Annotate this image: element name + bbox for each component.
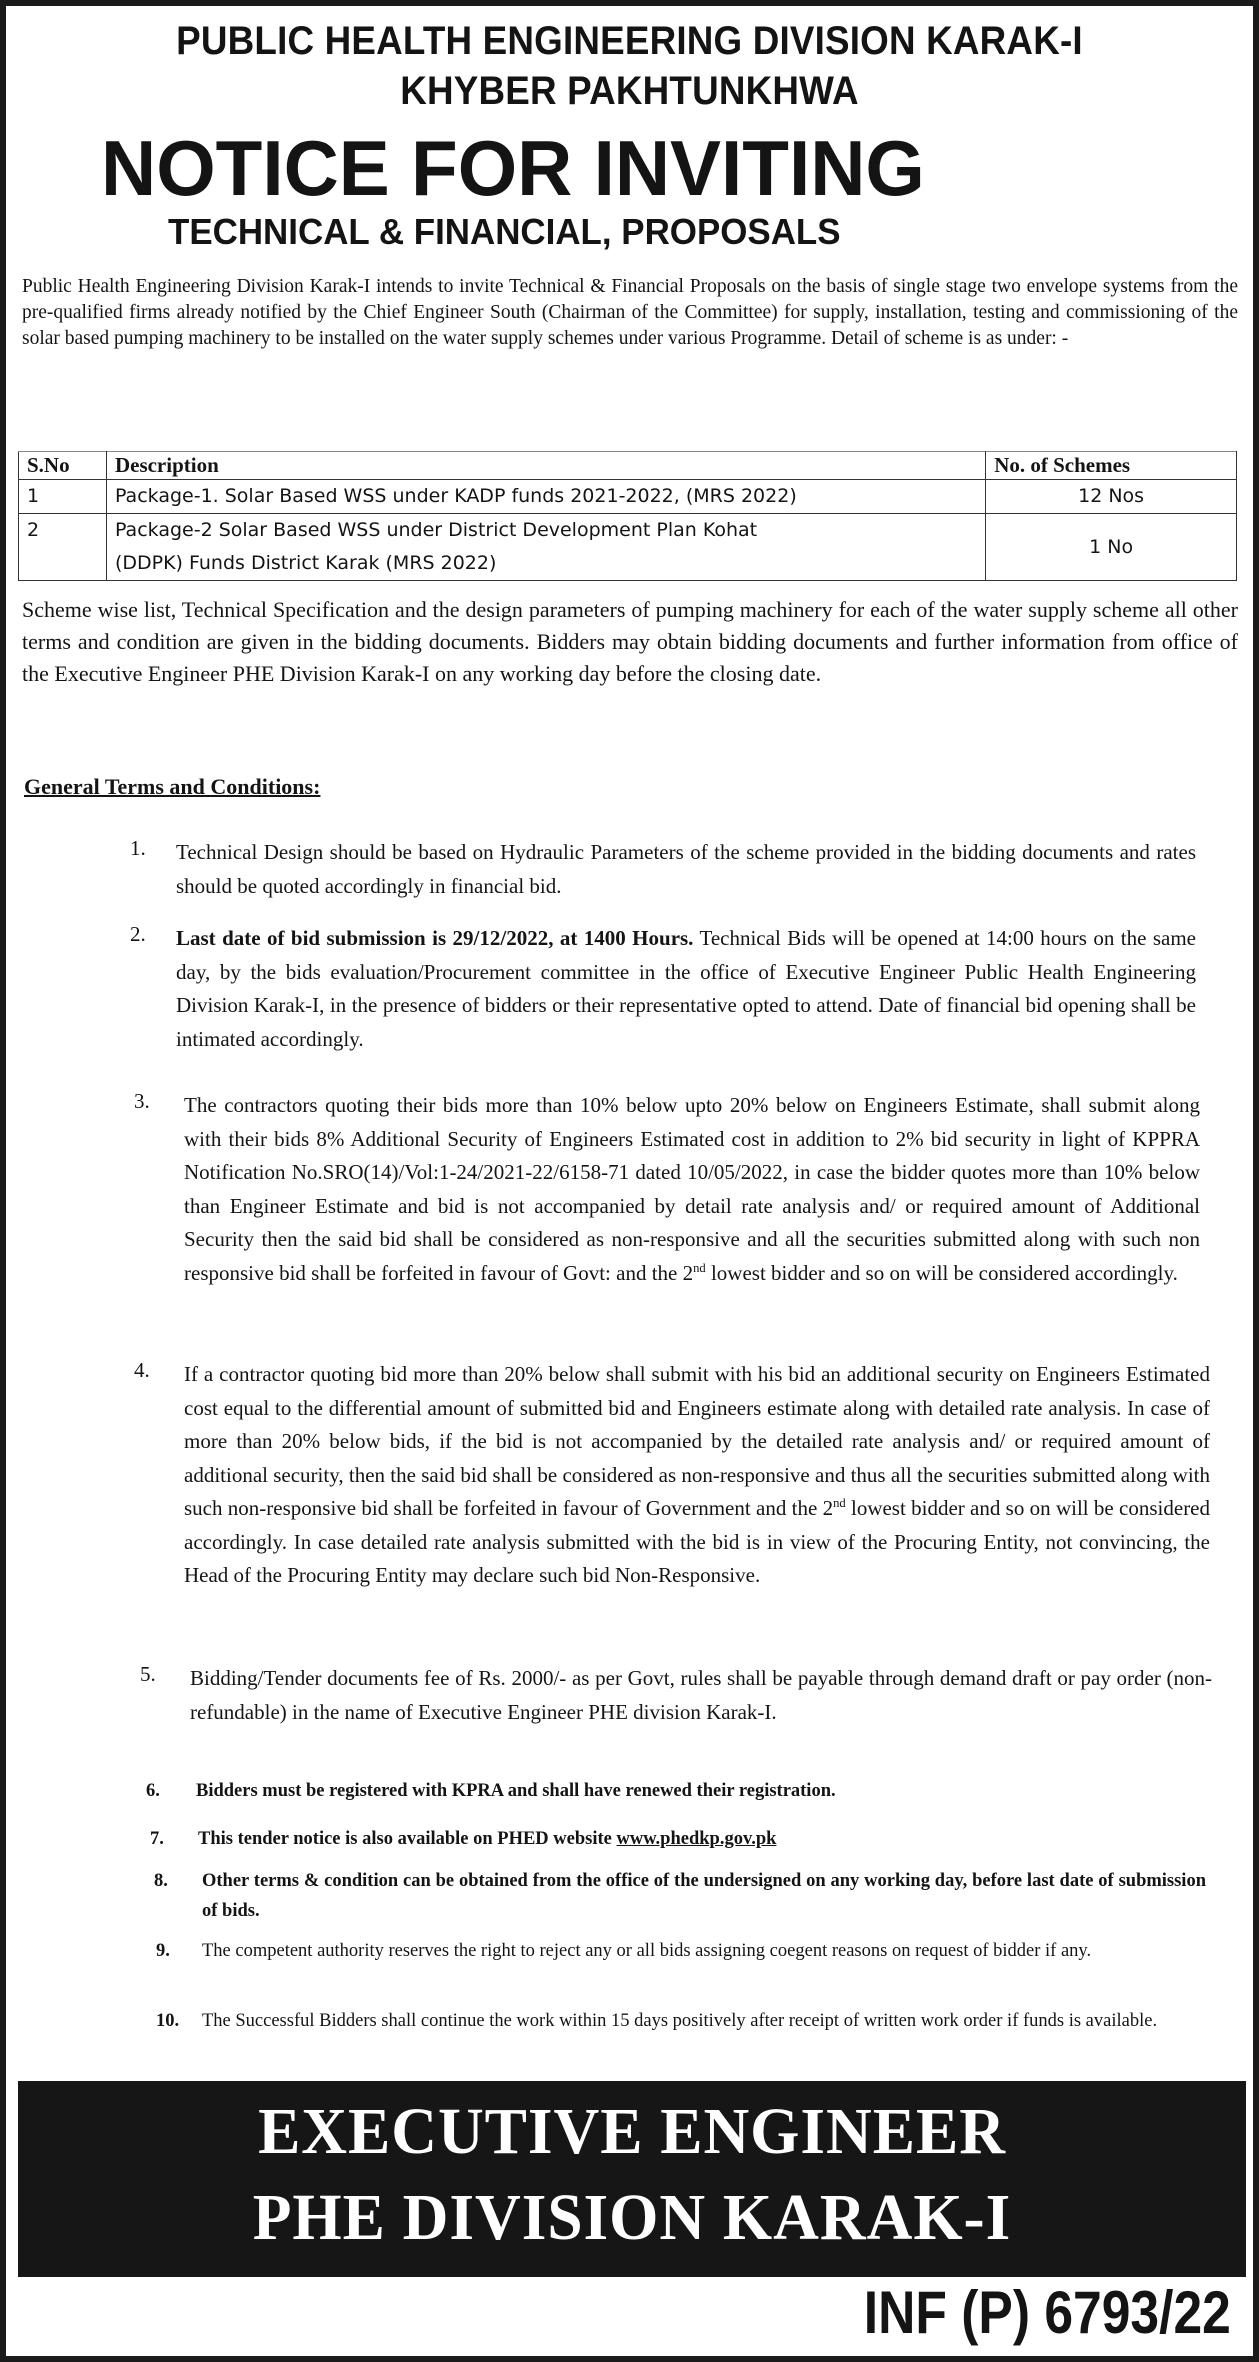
term-text-main: This tender notice is also available on PHED website bbox=[198, 1829, 617, 1849]
website-link[interactable]: www.phedkp.gov.pk bbox=[616, 1829, 777, 1849]
header-no-of-schemes: No. of Schemes bbox=[986, 452, 1237, 480]
signatory-office: PHE DIVISION KARAK-I bbox=[252, 2181, 1012, 2254]
term-number: 10. bbox=[156, 2011, 180, 2031]
cell-description: Package-2 Solar Based WSS under District Development Plan Kohat (DDPK) Funds District Karak (MRS 2022) bbox=[106, 514, 985, 581]
cell-sno: 1 bbox=[19, 480, 107, 514]
table-row bbox=[19, 480, 1237, 514]
term-number: 8. bbox=[154, 1871, 168, 1891]
notice-subtitle: TECHNICAL & FINANCIAL, PROPOSALS bbox=[168, 211, 841, 252]
reference-number: INF (P) 6793/22 bbox=[863, 2279, 1231, 2346]
province-name: KHYBER PAKHTUNKHWA bbox=[400, 69, 859, 113]
table-row bbox=[19, 514, 1237, 581]
term-text: Bidding/Tender documents fee of Rs. 2000/- as per Govt, rules shall be payable through demand draft or pay order (non-refundable) in the name of Executive Engineer PHE division Karak-I. bbox=[190, 1666, 1212, 1724]
signatory-title: EXECUTIVE ENGINEER bbox=[258, 2095, 1006, 2168]
term-text bbox=[184, 1089, 1200, 1290]
terms-heading: General Terms and Conditions: bbox=[24, 774, 321, 799]
term-text bbox=[184, 1358, 1210, 1593]
term-text: The competent authority reserves the right to reject any or all bids assigning coegent reasons on request of bidder if any. bbox=[202, 1941, 1092, 1961]
department-name: PUBLIC HEALTH ENGINEERING DIVISION KARAK-I bbox=[176, 19, 1083, 63]
term-number: 9. bbox=[156, 1941, 170, 1961]
term-number: 7. bbox=[150, 1829, 164, 1849]
ordinal-suffix: nd bbox=[833, 1496, 846, 1510]
tender-notice-page bbox=[6, 6, 1253, 2356]
term-number: 3. bbox=[134, 1089, 150, 1113]
term-text bbox=[176, 922, 1196, 1056]
term-text: Bidders must be registered with KPRA and shall have renewed their registration. bbox=[196, 1781, 836, 1801]
ordinal-suffix: nd bbox=[693, 1260, 706, 1275]
term-text-rest: Technical Bids will be opened at 14:00 hours on the same day, by the bids evaluation/Procurement committee in the office of Executive Engineer Public Health Engineering Division Karak-I, in the presence of bidders or their representative opted to attend. Date of financial bid opening shall be intimated accordingly. bbox=[176, 926, 1196, 1051]
cell-schemes: 1 No bbox=[986, 514, 1237, 581]
term-text: Other terms & condition can be obtained from the office of the undersigned on any working day, before last date of submission of bids. bbox=[202, 1871, 1206, 1921]
documents-paragraph: Scheme wise list, Technical Specification and the design parameters of pumping machinery for each of the water supply scheme all other terms and condition are given in the bidding documents. Bidders may obtain bidding documents and further information from office of the Executive Engineer PHE Division Karak-I on any working day before the closing date. bbox=[22, 597, 1238, 686]
header-description: Description bbox=[106, 452, 985, 480]
term-text-rest: lowest bidder and so on will be considered accordingly. In case detailed rate analysis submitted with the bid is in view of the Procuring Entity, not convincing, the Head of the Procuring Entity may declare such bid Non-Responsive. bbox=[184, 1496, 1211, 1587]
term-number: 1. bbox=[130, 836, 146, 860]
deadline-text: Last date of bid submission is 29/12/2022, at 1400 Hours. bbox=[176, 926, 694, 950]
table-header-row bbox=[19, 452, 1237, 480]
term-text: The Successful Bidders shall continue the work within 15 days positively after receipt of written work order if funds is available. bbox=[202, 2011, 1158, 2031]
cell-sno: 2 bbox=[19, 514, 107, 581]
term-text-rest: lowest bidder and so on will be considered accordingly. bbox=[705, 1260, 1178, 1285]
cell-description: Package-1. Solar Based WSS under KADP funds 2021-2022, (MRS 2022) bbox=[106, 480, 985, 514]
intro-paragraph: Public Health Engineering Division Karak-I intends to invite Technical & Financial Proposals on the basis of single stage two envelope systems from the pre-qualified firms already notified by the Chief Engineer South (Chairman of the Committee) for supply, installation, testing and commissioning of the solar based pumping machinery to be installed on the water supply schemes under various Programme. Detail of scheme is as under: - bbox=[22, 276, 1238, 349]
notice-title: NOTICE FOR INVITING bbox=[101, 124, 925, 212]
term-text-main: The contractors quoting their bids more than 10% below upto 20% below on Engineers Estimate, shall submit along with their bids 8% Additional Security of Engineers Estimated cost in addition to 2% bid security in light of KPPRA Notification No.SRO(14)/Vol:1-24/2021-22/6158-71 dated 10/05/2022, in case the bidder quotes more than 10% below than Engineer Estimate and bid is not accompanied by detail rate analysis and/ or required amount of Additional Security then the said bid shall be considered as non-responsive and all the securities submitted along with such non responsive bid shall be forfeited in favour of Govt: and the 2 bbox=[184, 1093, 1200, 1285]
signatory-banner bbox=[18, 2081, 1246, 2277]
term-number: 6. bbox=[146, 1781, 160, 1801]
term-text-main: If a contractor quoting bid more than 20% below shall submit with his bid an additional security on Engineers Estimated cost equal to the differential amount of submitted bid and Engineers estimate along with detailed rate analysis. In case of more than 20% below bids, if the bid is not accompanied by the detailed rate analysis and/ or required amount of additional security, then the said bid shall be considered as non-responsive and thus all the securities submitted along with such non-responsive bid shall be forfeited in favour of Government and the 2 bbox=[184, 1362, 1210, 1520]
header-sno: S.No bbox=[19, 452, 107, 480]
cell-schemes: 12 Nos bbox=[986, 480, 1237, 514]
term-number: 4. bbox=[134, 1358, 150, 1382]
term-number: 2. bbox=[130, 922, 146, 946]
term-text bbox=[198, 1824, 1208, 1854]
schemes-table bbox=[18, 451, 1237, 581]
term-number: 5. bbox=[140, 1662, 156, 1686]
term-text: Technical Design should be based on Hydraulic Parameters of the scheme provided in the bidding documents and rates should be quoted accordingly in financial bid. bbox=[176, 840, 1196, 898]
